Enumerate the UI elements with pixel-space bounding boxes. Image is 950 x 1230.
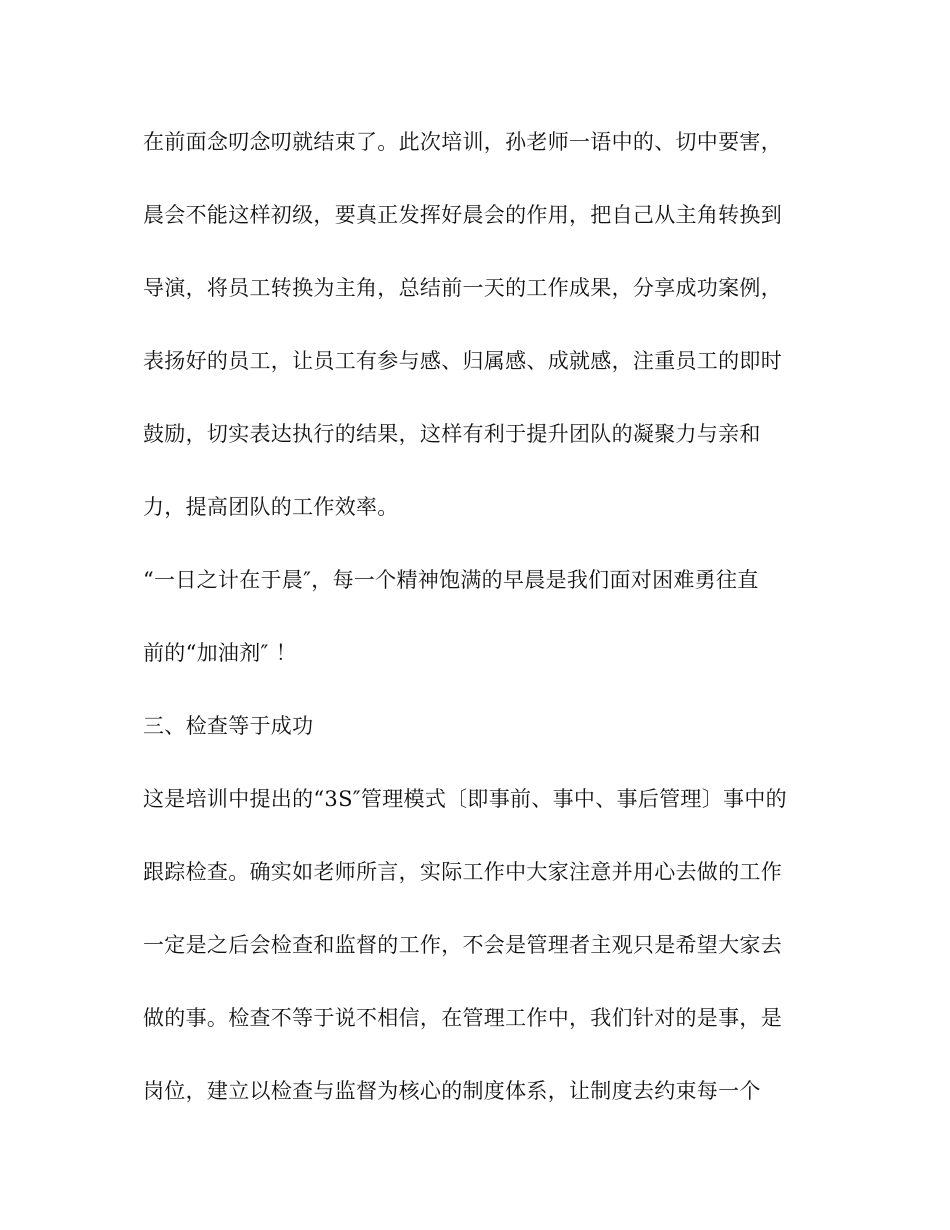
paragraph-2-line-1: “一日之计在于晨″，每一个精神饱满的早晨是我们面对困难勇往直 — [143, 568, 759, 592]
paragraph-1-line-1: 在前面念叨念叨就结束了。此次培训，孙老师一语中的、切中要害， — [143, 130, 782, 154]
paragraph-3-line-2: 跟踪检查。确实如老师所言，实际工作中大家注意并用心去做的工作 — [143, 860, 782, 884]
section-heading: 三、检查等于成功 — [143, 714, 314, 738]
paragraph-1-line-5: 鼓励，切实表达执行的结果，这样有利于提升团队的凝聚力与亲和 — [143, 422, 761, 446]
paragraph-3-line-5: 岗位，建立以检查与监督为核心的制度体系，让制度去约束每一个 — [143, 1079, 761, 1103]
paragraph-3-line-4: 做的事。检查不等于说不相信，在管理工作中，我们针对的是事，是 — [143, 1006, 782, 1030]
paragraph-1-line-3: 导演，将员工转换为主角，总结前一天的工作成果，分享成功案例， — [143, 276, 782, 300]
paragraph-1-line-2: 晨会不能这样初级，要真正发挥好晨会的作用，把自己从主角转换到 — [143, 203, 782, 227]
paragraph-3-line-1: 这是培训中提出的“3S″管理模式〔即事前、事中、事后管理〕事中的 — [143, 787, 787, 811]
paragraph-1-line-6: 力，提高团队的工作效率。 — [143, 495, 399, 519]
paragraph-1-line-4: 表扬好的员工，让员工有参与感、归属感、成就感，注重员工的即时 — [143, 349, 782, 373]
paragraph-3-line-3: 一定是之后会检查和监督的工作，不会是管理者主观只是希望大家去 — [143, 933, 782, 957]
paragraph-2-line-2: 前的“加油剂″ ！ — [143, 641, 297, 665]
